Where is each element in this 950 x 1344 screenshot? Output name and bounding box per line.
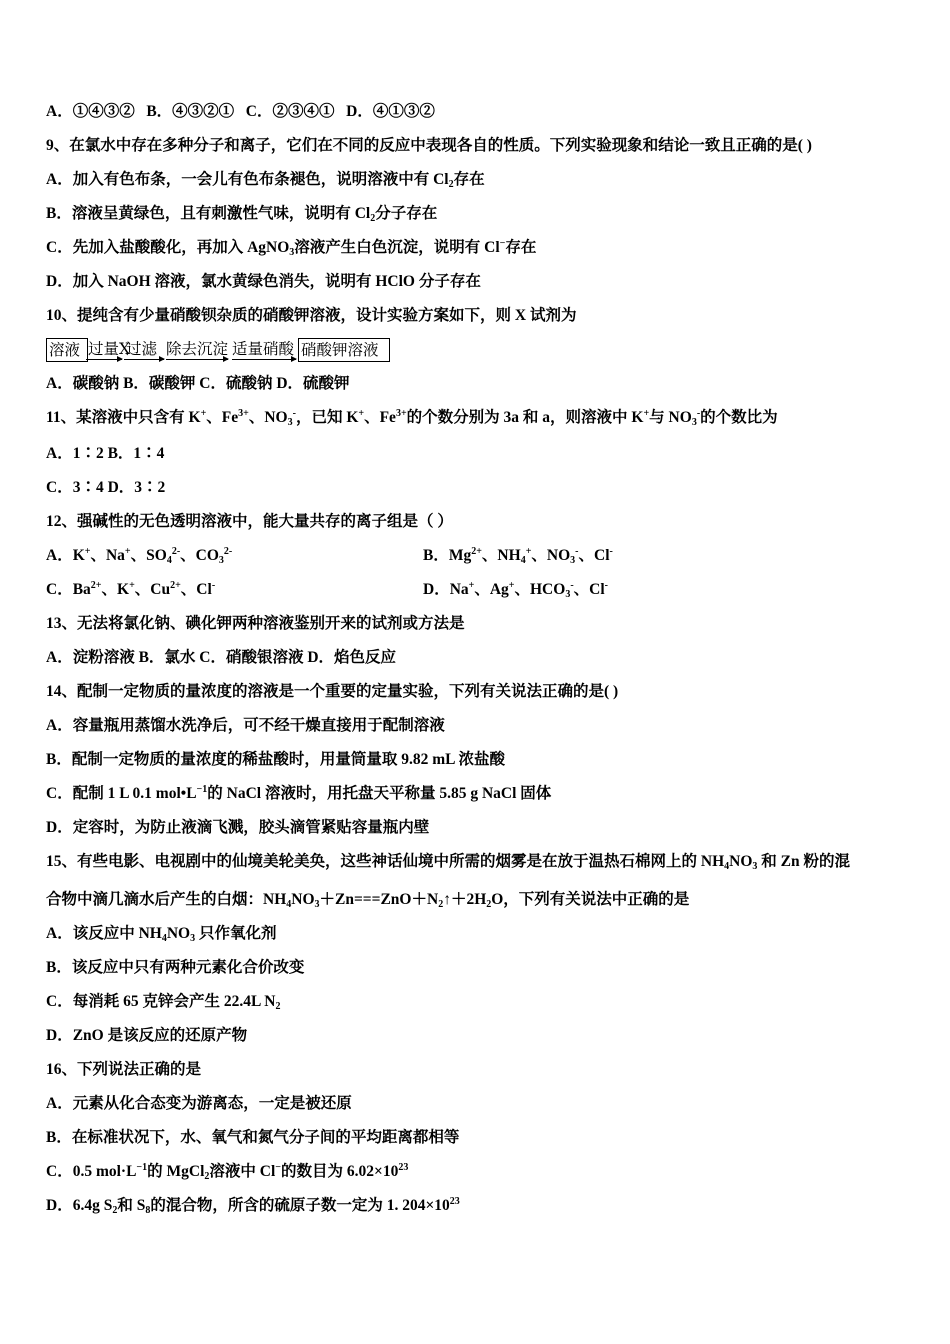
flow-step-filter: 过滤 <box>126 340 158 358</box>
q12-row-2 <box>46 580 906 600</box>
q9-option-d: D．加入 NaOH 溶液，氯水黄绿色消失，说明有 HClO 分子存在 <box>46 273 481 290</box>
q13-stem: 13、无法将氯化钠、碘化钾两种溶液鉴别开来的试剂或方法是 <box>46 615 465 632</box>
q16-option-a: A．元素从化合态变为游离态，一定是被还原 <box>46 1095 352 1112</box>
q14-option-c: C．配制 1 L 0.1 $mol•L^{-1}$的 NaCl 溶液时，用托盘天平称量 5.85 g NaCl 固体 <box>46 784 552 802</box>
flow-arrow-2 <box>124 359 164 360</box>
q15-stem-line2: 合物中滴几滴水后产生的白烟：$NH_4NO_3+Zn===ZnO+N_2↑+2H_2O$，下列有关说法中正确的是 <box>46 891 690 910</box>
q8-option-c: C．②③④① <box>245 103 335 120</box>
q9-stem: 9、在氯水中存在多种分子和离子，它们在不同的反应中表现各自的性质。下列实验现象和结论一致且正确的是( ) <box>46 137 812 154</box>
q12-row-1 <box>46 546 906 566</box>
q10-stem: 10、提纯含有少量硝酸钡杂质的硝酸钾溶液，设计实验方案如下，则 X 试剂为 <box>46 307 577 324</box>
q13-options: A．淀粉溶液 B．氯水 C．硝酸银溶液 D．焰色反应 <box>46 649 397 666</box>
q15-option-d: D．ZnO 是该反应的还原产物 <box>46 1027 248 1044</box>
q9-option-a: A．加入有色布条，一会儿有色布条褪色，说明溶液中有 $Cl_2$存在 <box>46 171 485 190</box>
q12-option-a: A．K+、Na+、$SO_4^{2-}$、$CO_3^{2-}$ <box>46 546 233 566</box>
q14-stem: 14、配制一定物质的量浓度的溶液是一个重要的定量实验，下列有关说法正确的是( ) <box>46 683 619 700</box>
q14-option-b: B．配制一定物质的量浓度的稀盐酸时，用量筒量取 9.82 mL 浓盐酸 <box>46 751 505 768</box>
q16-option-b: B．在标准状况下，水、氧气和氮气分子间的平均距离都相等 <box>46 1129 460 1146</box>
q8-options <box>46 102 435 122</box>
q11-options-ab: A．1∶2 B．1∶4 <box>46 445 165 462</box>
q8-option-d: D．④①③② <box>346 103 435 120</box>
q16-option-c: C．0.5 $mol\cdot L^{-1}$的 MgCl$_2$溶液中 Cl−的数目为 $6.02\times 10^{23}$ <box>46 1162 409 1182</box>
q15-option-a: A．该反应中 $NH_4NO_3$ 只作氧化剂 <box>46 925 277 944</box>
flow-step-reagent: 过量X <box>88 340 131 358</box>
q11-options-cd: C．3∶4 D．3∶2 <box>46 479 166 496</box>
q12-option-d: D．Na+、Ag+、$HCO_3^-$、Cl- <box>423 580 609 600</box>
q11-stem: 11、某溶液中只含有 K+、$Fe^{3+}$、$NO_3^-$，已知 K+、$Fe^{3+}$的个数分别为 3a 和 a，则溶液中 K+与 $NO_3^-$的个数比为 <box>46 408 778 428</box>
q9-option-c: C．先加入盐酸酸化，再加入 AgNO$_3$溶液产生白色沉淀，说明有 Cl−存在 <box>46 238 537 258</box>
flow-step-acid: 适量硝酸 <box>232 340 295 358</box>
flow-step-remove: 除去沉淀 <box>166 340 229 358</box>
q12-option-c: C．$Ba^{2+}$、K+、$Cu^{2+}$、Cl- <box>46 580 216 598</box>
flow-end-box: 硝酸钾溶液 <box>298 338 390 362</box>
q15-option-c: C．每消耗 65 克锌会产生 22.4L $N_2$ <box>46 993 281 1012</box>
q15-option-b: B．该反应中只有两种元素化合价改变 <box>46 959 305 976</box>
flow-arrow-4 <box>232 359 296 360</box>
flow-arrow-1 <box>86 359 122 360</box>
q12-option-b: B．$Mg^{2+}$、$NH_4^+$、$NO_3^-$、Cl- <box>423 546 613 566</box>
q10-options: A．碳酸钠 B．碳酸钾 C．硫酸钠 D．硫酸钾 <box>46 375 350 392</box>
q16-option-d: D．6.4g $S_2$和 $S_8$的混合物，所含的硫原子数一定为 1. $204\times 10^{23}$ <box>46 1196 460 1216</box>
q14-option-a: A．容量瓶用蒸馏水洗净后，可不经干燥直接用于配制溶液 <box>46 717 445 734</box>
q16-stem: 16、下列说法正确的是 <box>46 1061 202 1078</box>
q8-option-a: A．①④③② <box>46 103 135 120</box>
q12-stem: 12、强碱性的无色透明溶液中，能大量共存的离子组是（ ） <box>46 513 453 530</box>
q14-option-d: D．定容时，为防止液滴飞溅，胶头滴管紧贴容量瓶内壁 <box>46 819 430 836</box>
flow-arrow-3 <box>166 359 228 360</box>
q8-option-b: B．④③②① <box>146 103 235 120</box>
q9-option-b: B．溶液呈黄绿色，且有刺激性气味，说明有 $Cl_2$分子存在 <box>46 205 438 224</box>
q15-stem-line1: 15、有些电影、电视剧中的仙境美轮美奂，这些神话仙境中所需的烟雾是在放于温热石棉网上的 $NH_4NO_3$ 和 Zn 粉的混 <box>46 853 850 872</box>
flow-start-box: 溶液 <box>46 338 88 362</box>
